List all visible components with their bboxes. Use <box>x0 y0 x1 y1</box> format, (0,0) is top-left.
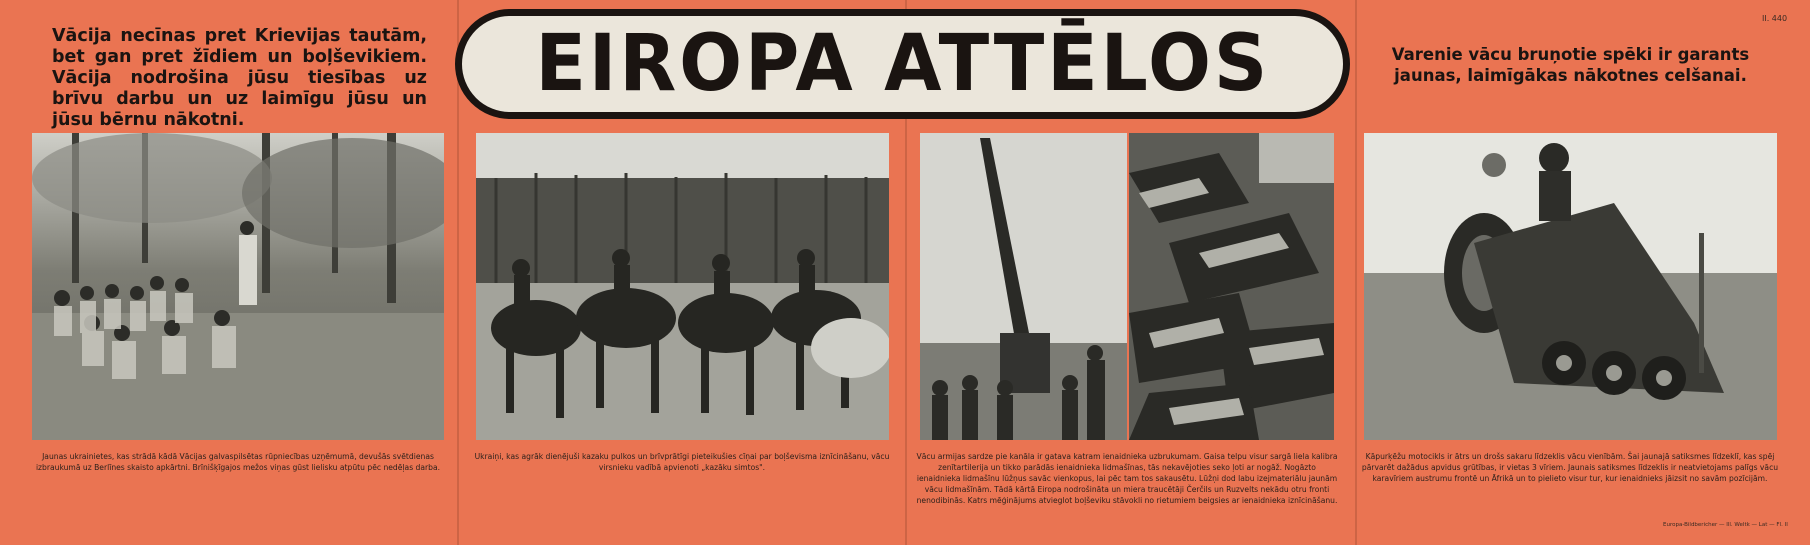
photo-tracked-motorcycle <box>1364 133 1777 440</box>
photo-flak-gun <box>920 133 1127 440</box>
caption-cavalry: Ukraiņi, kas agrāk dienējuši kazaku pulkos un brīvprātīgi pieteikušies cīņai par boļševisma iznīcināšanu, vācu virsnieku vadībā apvienoti „kazāku simtos". <box>474 452 890 472</box>
headline-right: Varenie vācu bruņotie spēki ir garants jaunas, laimīgākas nākotnes celšanai. <box>1391 45 1750 85</box>
photo-forest-picnic <box>32 133 444 440</box>
title-banner <box>455 9 1350 119</box>
photo-cavalry <box>476 133 889 440</box>
fold-line <box>1355 0 1357 545</box>
caption-forest-picnic: Jaunas ukrainietes, kas strādā kādā Vācijas galvaspilsētas rūpniecības uzņēmumā, devušās svētdienas izbraukumā uz Berlīnes skaisto apkārtni. Brīnišķīgajos mežos viņas gūst lielisku atpūtu pēc nedēļas darba. <box>35 452 441 472</box>
caption-flak-wreckage: Vācu armijas sardze pie kanāla ir gatava katram ienaidnieka uzbrukumam. Gaisa telpu visur sargā liela kalibra zenītartilerija un tikko parādās ienaidnieka lidmašīnas, tās nekavējoties seko ļoti ar nogāž. Nogāzto ienaidnieka lidmašīnu lūžņus savāc vienkopus, lai pēc tam tos sakausētu. Lūžņi dod labu izejmateriālu jaunām vācu lidmašīnām. Tādā kārtā Eiropa nodrošināta un miera traucētāji Čerčils un Ruzvelts nekādu otru fronti nenodibinās. Katrs mēģinājums atvieglot boļševiku stāvokli no rietumiem beigsies ar ienaidnieka iznīcināšanu. <box>916 452 1338 505</box>
photo-aircraft-wreckage <box>1129 133 1334 440</box>
page-title: EIROPA ATTĒLOS <box>535 19 1270 109</box>
caption-tracked-motorcycle: Kāpurķēžu motocikls ir ātrs un drošs sakaru līdzeklis vācu vienībām. Šai jaunajā satiksmes līdzeklī, kas spēj pārvarēt dažādus apvidus grūtības, ir vietas 3 vīriem. Jaunais satiksmes līdzeklis ir neatvietojams palīgs vācu karavīriem austrumu frontē un Āfrikā un to pielieto visur tur, kur ienaidnieks jāizsit no savām pozīcijām. <box>1361 452 1779 483</box>
corner-mark: II. 440 <box>1762 14 1788 23</box>
credit: Europa-Bildbericher — Ill. Weltk — Lat — Fl. II <box>1663 522 1788 528</box>
headline-left: Vācija necīnas pret Krievijas tautām, bet gan pret žīdiem un boļševikiem. Vācija nodrošina jūsu tiesības uz brīvu darbu un uz laimīgu jūsu un jūsu bērnu nākotni. <box>52 26 427 130</box>
